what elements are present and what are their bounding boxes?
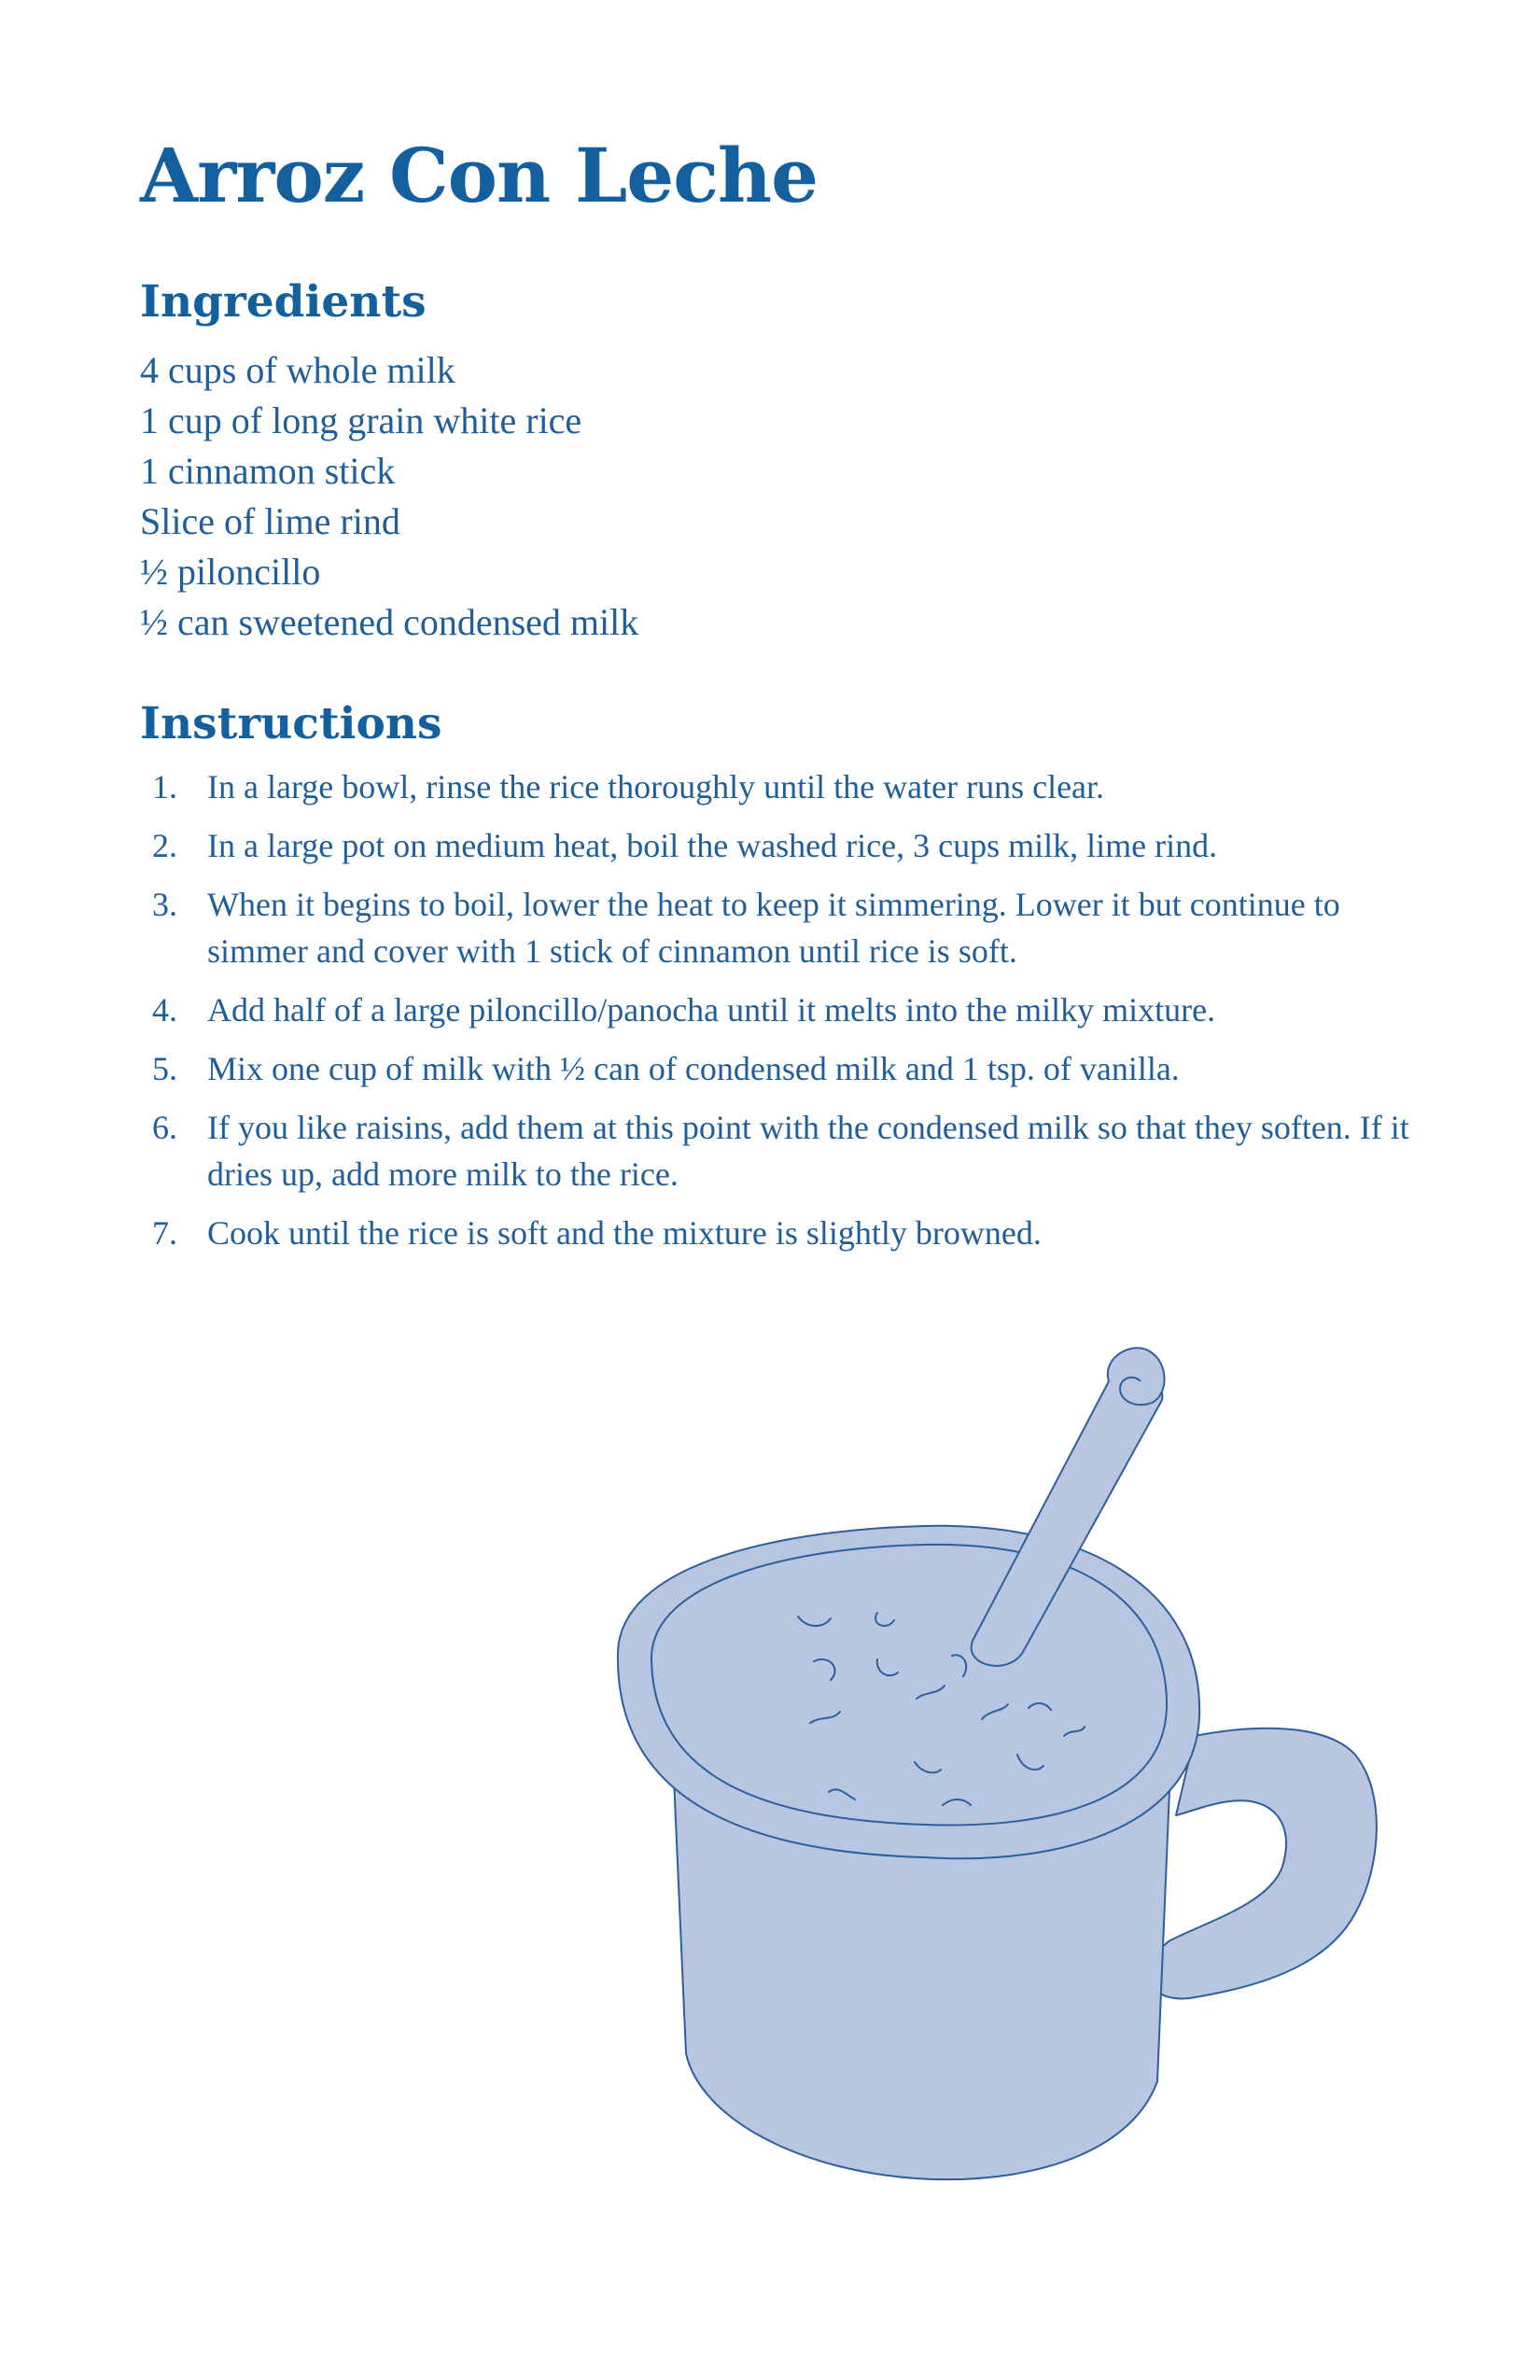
step-number: 4.	[152, 991, 177, 1029]
step-text: Mix one cup of milk with ½ can of condensed milk and 1 tsp. of vanilla.	[207, 1050, 1180, 1087]
step-number: 7.	[152, 1214, 177, 1252]
instructions-list	[140, 763, 1419, 1268]
instruction-step	[140, 881, 1419, 974]
instruction-step	[140, 822, 1419, 869]
step-number: 6.	[152, 1109, 177, 1146]
step-text: When it begins to boil, lower the heat to keep it simmering. Lower it but continue to simmer and cover with 1 stick of cinnamon until rice is soft.	[207, 886, 1340, 970]
step-text: In a large bowl, rinse the rice thoroughly until the water runs clear.	[207, 768, 1105, 805]
ingredient-item: 1 cinnamon stick	[140, 450, 396, 492]
ingredient-item: 1 cup of long grain white rice	[140, 399, 582, 441]
ingredients-list	[140, 345, 638, 648]
instruction-step	[140, 1104, 1419, 1197]
recipe-title: Arroz Con Leche	[140, 132, 818, 219]
ingredient-item: ½ piloncillo	[140, 551, 321, 593]
ingredient-item: 4 cups of whole milk	[140, 349, 455, 391]
step-number: 3.	[152, 886, 177, 923]
step-number: 5.	[152, 1050, 177, 1087]
step-text: Cook until the rice is soft and the mixture is slightly browned.	[207, 1214, 1042, 1252]
mug-inner-rim	[651, 1545, 1167, 1826]
step-text: Add half of a large piloncillo/panocha until it melts into the milky mixture.	[207, 991, 1216, 1029]
instruction-step	[140, 1045, 1419, 1092]
step-number: 1.	[152, 768, 177, 805]
ingredient-item: Slice of lime rind	[140, 500, 400, 542]
instruction-step	[140, 763, 1419, 810]
instruction-step	[140, 987, 1419, 1033]
step-text: If you like raisins, add them at this point with the condensed milk so that they soften. If it dries up, add more milk to the rice.	[207, 1109, 1409, 1193]
ingredient-item: ½ can sweetened condensed milk	[140, 601, 639, 643]
instruction-step	[140, 1210, 1419, 1256]
mug-with-cinnamon-stick-icon	[597, 1344, 1419, 2203]
instructions-heading: Instructions	[140, 698, 442, 749]
step-text: In a large pot on medium heat, boil the washed rice, 3 cups milk, lime rind.	[207, 827, 1218, 864]
step-number: 2.	[152, 827, 177, 864]
ingredients-heading: Ingredients	[140, 276, 427, 328]
